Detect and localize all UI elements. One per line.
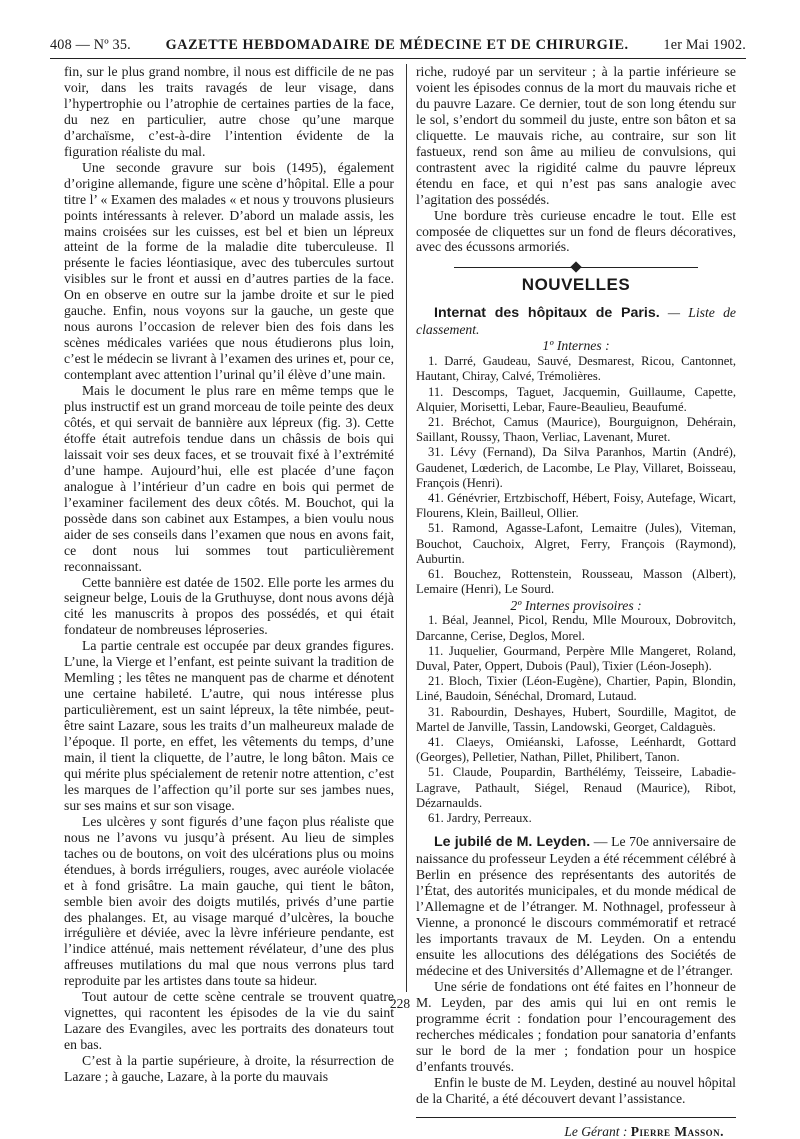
page-number: 228 [0, 996, 800, 1012]
paragraph: C’est à la partie supérieure, à droite, la résurrection de Lazare ; à gauche, Lazare, à la porte du mauvais [64, 1053, 394, 1085]
column-rule [406, 64, 407, 992]
list-item: 41. Claeys, Omiéanski, Lafosse, Leénhardt, Gottard (Georges), Pelletier, Nathan, Pillet, Philibert, Tanon. [416, 735, 736, 765]
list-item: 21. Bréchot, Camus (Maurice), Bourguignon, Dehérain, Saillant, Roussy, Thaon, Verliac, Lavenant, Muret. [416, 415, 736, 445]
list-item: 61. Jardry, Perreaux. [416, 811, 736, 826]
diamond-ornament [570, 262, 581, 273]
list-item: 1. Darré, Gaudeau, Sauvé, Desmarest, Ricou, Cantonnet, Hautant, Chiray, Calvé, Trémolières. [416, 354, 736, 384]
right-column [416, 64, 736, 1139]
paragraph: fin, sur le plus grand nombre, il nous est difficile de ne pas voir, dans les traits ravagés de leur visage, dans l’hypertrophie ou l’atrophie de certaines parties de la face, du nez en particulier, autre chose qu’une marque d’archaïsme, c’est-à-dire l’intention évidente de la figuration réaliste du mal. [64, 64, 394, 160]
paragraph: riche, rudoyé par un serviteur ; à la partie inférieure se voient les épisodes connus de la mort du mauvais riche et du pauvre Lazare. Ce dernier, tout de son long étendu sur le sol, s’endort du sommeil du juste, entre son bâton et sa cliquette. Le mauvais riche, au contraire, sur son lit fastueux, rend son âme au milieu de convulsions, qui contrastent avec la rigidité calme du pauvre lépreux étendu en face, et qui n’est pas sans analogie avec l’agitation des possédés. [416, 64, 736, 208]
list-item: 41. Génévrier, Ertzbischoff, Hébert, Foisy, Autefage, Wicart, Flourens, Klein, Bailleul, Ollier. [416, 491, 736, 521]
header-issue: 408 — Nº 35. [50, 37, 131, 54]
ornament-divider [416, 263, 736, 271]
paragraph: Une seconde gravure sur bois (1495), également d’origine allemande, figure une scène d’hôpital. Elle a pour titre l’ « Examen des malades « et nous y trouvons plusieurs points intéressants à relever. D’abord un malade assis, les mains croisées sur les cuisses, est bel et bien un lépreux atteint de la forme de la maladie dite tuberculeuse. Il présente le facies léontiasique, avec des tubercules surtout visibles sur le front et aussi en d’autres parties de la face. On en observe en outre sur la jambe droite et sur le pied gauche. Enfin, nous voyons sur la gauche, un geste que nous aurons l’occasion de relever bien des fois dans les scènes médicales variées que nous étudierons plus loin, c’est le médecin se livrant à l’examen des urines et, pour ce, contemplant avec attention l’urinal qu’il élève d’une main. [64, 160, 394, 383]
running-header [50, 34, 746, 56]
section-title: NOUVELLES [416, 277, 736, 293]
internat-subtitle: — Liste de classement. [416, 305, 736, 337]
internat-heading [416, 305, 736, 338]
jubile-title: Le jubilé de M. Leyden. [434, 834, 590, 850]
provisoires-heading: 2º Internes provisoires : [416, 598, 736, 614]
paragraph: La partie centrale est occupée par deux grandes figures. L’une, la Vierge et l’enfant, est peinte suivant la tradition de Memling ; les têtes ne manquent pas de charme et dénotent une certaine habileté. L’autre, qui nous intéresse plus particulièrement, est un saint lépreux, la tête nimbée, peut-être saint Lazare, sous les traits d’un malheureux malade de l’époque. Il porte, en effet, les vêtements du temps, d’une main, il tient la cliquette, de l’autre, le long bâton. Mais ce qui mérite plus spécialement de retenir notre attention, c’est les marques de l’affection qu’il porte sur ses jambes nues, sur ses mains et sur son visage. [64, 638, 394, 813]
header-date: 1er Mai 1902. [663, 37, 746, 54]
jubile-text: — Le 70e anniversaire de naissance du professeur Leyden a été récemment célébré à Berlin en présence des représentants des autorités de l’État, des autorités municipales, et du monde médical de l’Allemagne et de l’étranger. M. Nothnagel, professeur à Vienne, a prononcé le discours commémoratif et retracé les importants travaux de M. Leyden. On a entendu ensuite les allocutions des délégations des Sociétés de médecine et des Universités d’Allemagne et de l’étranger. [416, 834, 736, 978]
internat-title: Internat des hôpitaux de Paris. [434, 305, 660, 321]
list-item: 51. Claude, Poupardin, Barthélémy, Teisseire, Labadie-Lagrave, Pathault, Siégel, Renaud (Maurice), Ribot, Dézarnaulds. [416, 765, 736, 811]
list-item: 21. Bloch, Tixier (Léon-Eugène), Chartier, Papin, Blondin, Liné, Baudoin, Sénéchal, Dromard, Lutaud. [416, 674, 736, 704]
header-title: GAZETTE HEBDOMADAIRE DE MÉDECINE ET DE CHIRURGIE. [166, 37, 629, 54]
internes-list [416, 354, 736, 597]
list-item: 31. Lévy (Fernand), Da Silva Paranhos, Martin (André), Gaudenet, Lœderich, de Lacombe, Le Play, Villaret, Boisseau, François (Henri). [416, 445, 736, 491]
jubile-paragraph [416, 834, 736, 979]
list-item: 1. Béal, Jeannel, Picol, Rendu, Mlle Mouroux, Dobrovitch, Darcanne, Cerise, Deglos, Morel. [416, 613, 736, 643]
list-item: 11. Descomps, Taguet, Jacquemin, Guillaume, Capette, Alquier, Morisetti, Lebar, Faure-Beaulieu, Beaufumé. [416, 385, 736, 415]
provisoires-list [416, 613, 736, 826]
paragraph: Une bordure très curieuse encadre le tout. Elle est composée de cliquettes sur un fond de fleurs décoratives, avec des écussons armoriés. [416, 208, 736, 256]
paragraph: Une série de fondations ont été faites en l’honneur de M. Leyden, par des amis qui lui en ont remis le programme écrit : fondation pour l’encouragement des recherches médicales ; fondation pour sanatoria d’enfants sur le bord de la mer ; fondation pour un hospice d’enfants trouvés. [416, 979, 736, 1075]
gerant-signature [416, 1117, 736, 1139]
list-item: 11. Juquelier, Gourmand, Perpère Mlle Mangeret, Roland, Duval, Pater, Oppert, Dubois (Paul), Tixier (Léon-Joseph). [416, 644, 736, 674]
left-column [64, 64, 394, 1085]
paragraph: Mais le document le plus rare en même temps que le plus instructif est un grand morceau de toile peinte des deux côtés, et qui servait de bannière aux lépreux (fig. 3). Cette étoffe était autrefois tendue dans un châssis de bois qui laissait voir ses deux faces, et se trouvait fixé à l’extrémité d’une hampe. Aujourd’hui, elle est placée d’une façon analogue à l’intérieur d’un cadre en bois qui permet de l’examiner facilement des deux côtés. M. Bouchot, qui la possède dans son cabinet aux Estampes, a bien voulu nous aider de ses conseils dans l’examen que nous en avons fait, ce dont nous lui sommes tout particulièrement reconnaissant. [64, 383, 394, 574]
paragraph: Tout autour de cette scène centrale se trouvent quatre vignettes, qui racontent les épisodes de la vie du saint Lazare des Evangiles, avec les portraits des donateurs tout en bas. [64, 989, 394, 1053]
list-item: 31. Rabourdin, Deshayes, Hubert, Sourdille, Magitot, de Martel de Janville, Tassin, Landowski, Georget, Caldaguès. [416, 705, 736, 735]
list-item: 61. Bouchez, Rottenstein, Rousseau, Masson (Albert), Lemaire (Henri), Le Sourd. [416, 567, 736, 597]
list-item: 51. Ramond, Agasse-Lafont, Lemaitre (Jules), Viteman, Bouchot, Cauchoix, Algret, Ferry, François (Raymond), Auburtin. [416, 521, 736, 567]
paragraph: Enfin le buste de M. Leyden, destiné au nouvel hôpital de la Charité, a été découvert devant l’assistance. [416, 1075, 736, 1107]
gerant-name: Pierre Masson. [631, 1124, 724, 1139]
internes-heading: 1º Internes : [416, 338, 736, 354]
paragraph: Cette bannière est datée de 1502. Elle porte les armes du seigneur belge, Louis de la Gruthuyse, dont nous avons déjà cité les manuscrits à propos des possédés, et qui était fondateur de nombreuses léproseries. [64, 575, 394, 639]
gerant-label: Le Gérant : [564, 1124, 627, 1139]
paragraph: Les ulcères y sont figurés d’une façon plus réaliste que nous ne l’avons vu jusqu’à présent. Au lieu de simples taches ou de boutons, on voit des ulcérations plus ou moins étendues, à bords irréguliers, rouges, avec auréole violacée et à fond grisâtre. La main gauche, qui tient le bâton, semble bien avoir des doigts mutilés, privés d’une partie des phalanges. Et, au visage marqué d’ulcères, la bouche irrégulière et déviée, avec la lèvre inférieure pendante, est l’indice atténué, mais nettement révélateur, d’une des plus affreuses mutilations du mal que nous verrons plus tard reproduite par les artistes dans toute sa hideur. [64, 814, 394, 989]
header-rule [50, 58, 746, 59]
